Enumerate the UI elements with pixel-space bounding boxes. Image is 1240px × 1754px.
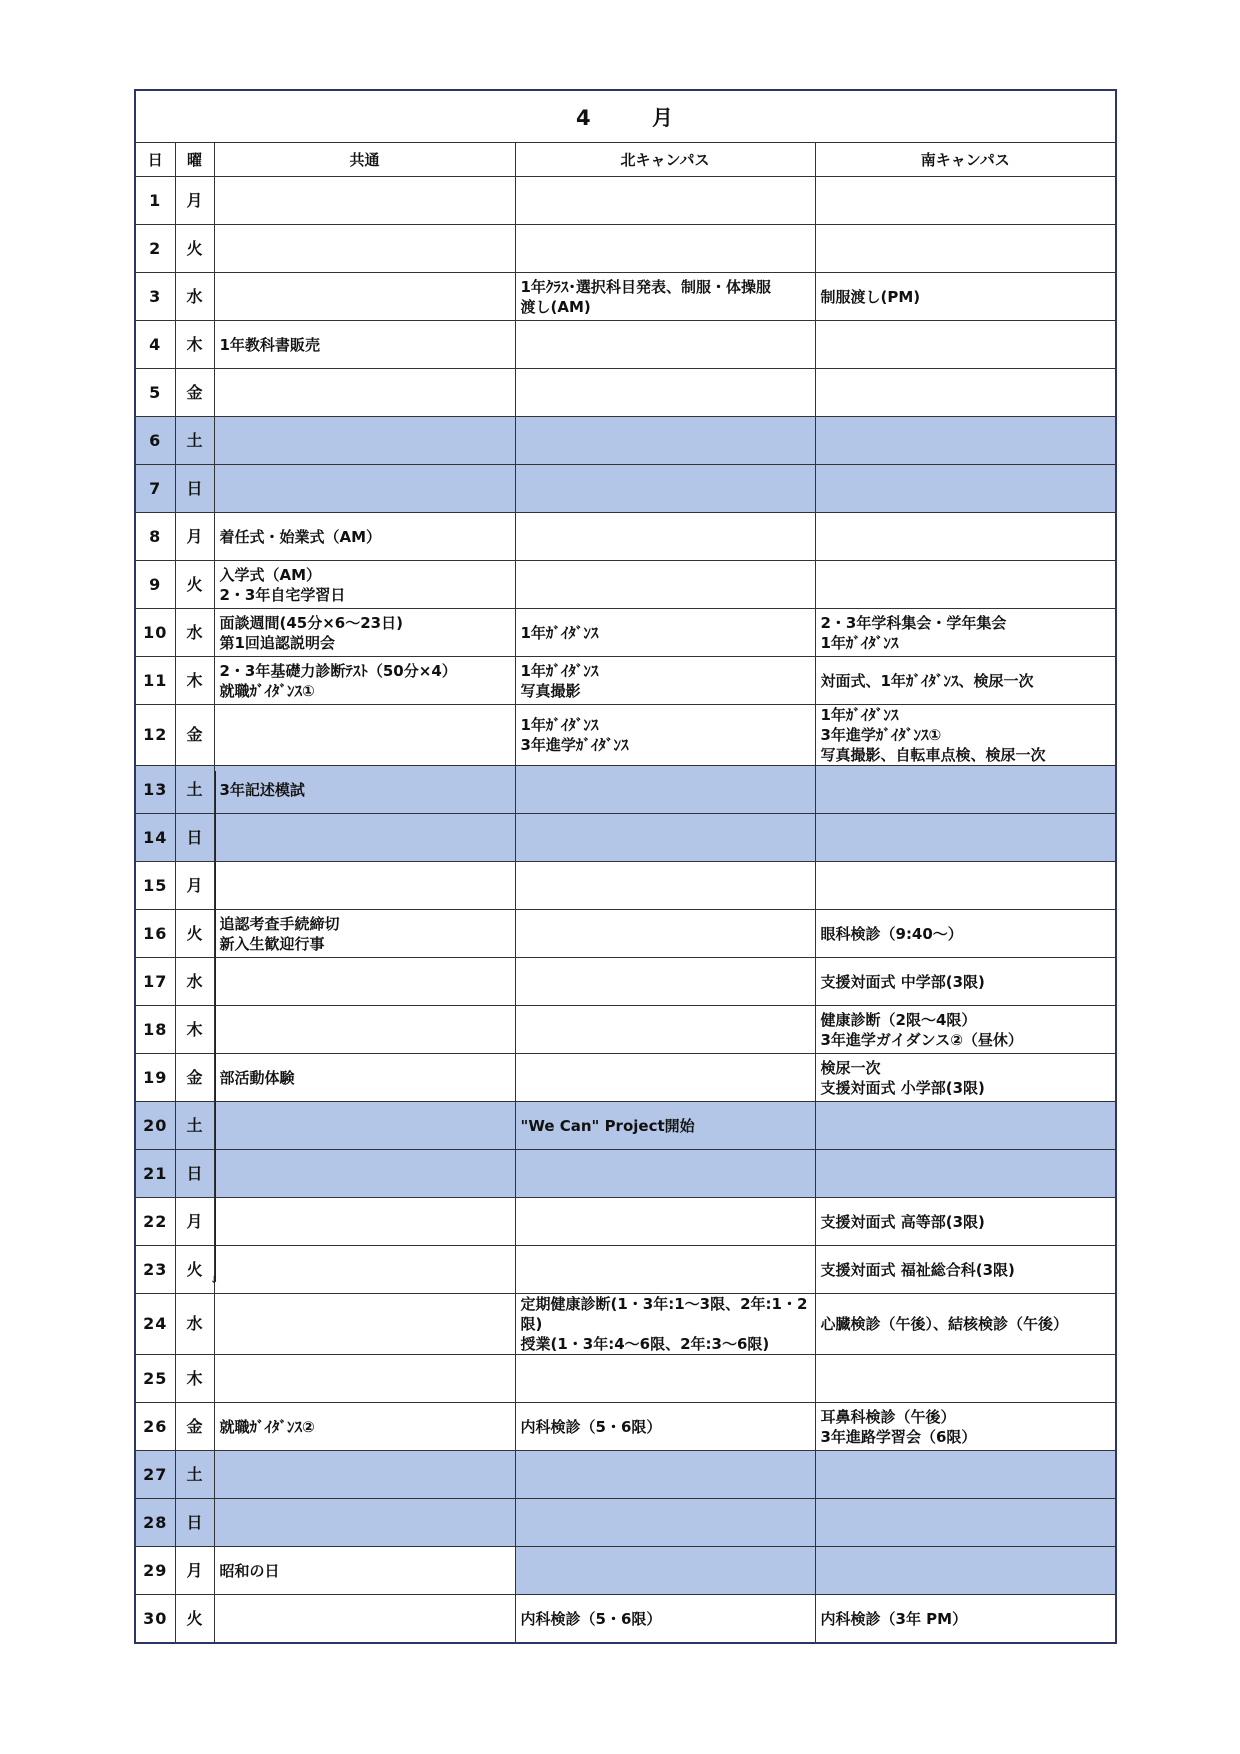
common-event (214, 814, 515, 862)
weekday-label: 日 (175, 814, 214, 862)
day-row (135, 705, 1116, 766)
weekday-label: 水 (175, 958, 214, 1006)
north-campus-event (515, 1198, 815, 1246)
north-campus-event (515, 766, 815, 814)
day-number: 15 (135, 862, 175, 910)
header-common: 共通 (214, 143, 515, 177)
south-campus-event (815, 1150, 1116, 1198)
common-event (214, 1355, 515, 1403)
south-campus-event (815, 1499, 1116, 1547)
day-number: 17 (135, 958, 175, 1006)
header-day: 日 (135, 143, 175, 177)
south-campus-event (815, 321, 1116, 369)
south-campus-event: 検尿一次 支援対面式 小学部(3限) (815, 1054, 1116, 1102)
south-campus-event (815, 814, 1116, 862)
day-number: 22 (135, 1198, 175, 1246)
month-title: 4 月 (135, 90, 1116, 143)
weekday-label: 日 (175, 1499, 214, 1547)
day-row (135, 862, 1116, 910)
day-number: 20 (135, 1102, 175, 1150)
weekday-label: 金 (175, 1403, 214, 1451)
south-campus-event: 対面式、1年ｶﾞｲﾀﾞﾝｽ、検尿一次 (815, 657, 1116, 705)
header-weekday: 曜 (175, 143, 214, 177)
south-campus-event: 耳鼻科検診（午後） 3年進路学習会（6限） (815, 1403, 1116, 1451)
north-campus-event (515, 1355, 815, 1403)
day-number: 4 (135, 321, 175, 369)
weekday-label: 日 (175, 465, 214, 513)
weekday-label: 月 (175, 862, 214, 910)
day-row (135, 1355, 1116, 1403)
weekday-label: 金 (175, 705, 214, 766)
south-campus-event: 2・3年学科集会・学年集会 1年ｶﾞｲﾀﾞﾝｽ (815, 609, 1116, 657)
south-campus-event (815, 513, 1116, 561)
common-event (214, 1150, 515, 1198)
weekday-label: 火 (175, 225, 214, 273)
day-number: 16 (135, 910, 175, 958)
title-row (135, 90, 1116, 143)
north-campus-event: 1年ｶﾞｲﾀﾞﾝｽ 3年進学ｶﾞｲﾀﾞﾝｽ (515, 705, 815, 766)
weekday-label: 火 (175, 561, 214, 609)
south-campus-event (815, 1451, 1116, 1499)
day-row (135, 609, 1116, 657)
weekday-label: 水 (175, 1294, 214, 1355)
south-campus-event (815, 465, 1116, 513)
south-campus-event: 支援対面式 高等部(3限) (815, 1198, 1116, 1246)
day-number: 8 (135, 513, 175, 561)
weekday-label: 月 (175, 1547, 214, 1595)
common-event: 着任式・始業式（AM） (214, 513, 515, 561)
day-number: 1 (135, 177, 175, 225)
north-campus-event (515, 513, 815, 561)
south-campus-event: 心臓検診（午後）、結核検診（午後） (815, 1294, 1116, 1355)
day-row (135, 177, 1116, 225)
day-row (135, 273, 1116, 321)
day-number: 5 (135, 369, 175, 417)
common-event (214, 1595, 515, 1644)
day-row (135, 1006, 1116, 1054)
common-event (214, 225, 515, 273)
south-campus-event: 健康診断（2限～4限） 3年進学ガイダンス②（昼休） (815, 1006, 1116, 1054)
north-campus-event: "We Can" Project開始 (515, 1102, 815, 1150)
south-campus-event (815, 1547, 1116, 1595)
day-row (135, 561, 1116, 609)
day-row (135, 513, 1116, 561)
day-row (135, 910, 1116, 958)
day-row (135, 321, 1116, 369)
common-event: 2・3年基礎力診断ﾃｽﾄ（50分×4） 就職ｶﾞｲﾀﾞﾝｽ① (214, 657, 515, 705)
day-number: 29 (135, 1547, 175, 1595)
north-campus-event (515, 1499, 815, 1547)
day-number: 19 (135, 1054, 175, 1102)
header-row (135, 143, 1116, 177)
day-row (135, 814, 1116, 862)
common-event (214, 1499, 515, 1547)
day-row (135, 1102, 1116, 1150)
day-row (135, 1595, 1116, 1644)
weekday-label: 木 (175, 321, 214, 369)
weekday-label: 月 (175, 1198, 214, 1246)
common-event: 面談週間(45分×6～23日) 第1回追認説明会 (214, 609, 515, 657)
day-number: 27 (135, 1451, 175, 1499)
weekday-label: 土 (175, 1102, 214, 1150)
south-campus-event (815, 225, 1116, 273)
weekday-label: 月 (175, 177, 214, 225)
day-number: 7 (135, 465, 175, 513)
north-campus-event (515, 1054, 815, 1102)
weekday-label: 木 (175, 1006, 214, 1054)
day-number: 11 (135, 657, 175, 705)
south-campus-event (815, 369, 1116, 417)
day-number: 24 (135, 1294, 175, 1355)
weekday-label: 木 (175, 1355, 214, 1403)
north-campus-event: 内科検診（5・6限） (515, 1595, 815, 1644)
south-campus-event (815, 1355, 1116, 1403)
day-number: 21 (135, 1150, 175, 1198)
north-campus-event (515, 417, 815, 465)
common-event (214, 369, 515, 417)
common-event: 昭和の日 (214, 1547, 515, 1595)
day-number: 13 (135, 766, 175, 814)
weekday-label: 火 (175, 1595, 214, 1644)
north-campus-event: 1年ｸﾗｽ･選択科目発表、制服・体操服 渡し(AM) (515, 273, 815, 321)
north-campus-event (515, 225, 815, 273)
weekday-label: 月 (175, 513, 214, 561)
north-campus-event (515, 1006, 815, 1054)
day-row (135, 1403, 1116, 1451)
day-row (135, 1054, 1116, 1102)
day-number: 28 (135, 1499, 175, 1547)
north-campus-event (515, 369, 815, 417)
weekday-label: 金 (175, 369, 214, 417)
south-campus-event: 支援対面式 中学部(3限) (815, 958, 1116, 1006)
common-event: 部活動体験 (214, 1054, 515, 1102)
north-campus-event: 1年ｶﾞｲﾀﾞﾝｽ 写真撮影 (515, 657, 815, 705)
south-campus-event: 1年ｶﾞｲﾀﾞﾝｽ 3年進学ｶﾞｲﾀﾞﾝｽ① 写真撮影、自転車点検、検尿一次 (815, 705, 1116, 766)
north-campus-event (515, 910, 815, 958)
north-campus-event: 1年ｶﾞｲﾀﾞﾝｽ (515, 609, 815, 657)
common-event (214, 1198, 515, 1246)
common-event (214, 1102, 515, 1150)
common-event (214, 705, 515, 766)
north-campus-event (515, 465, 815, 513)
common-event (214, 1294, 515, 1355)
day-number: 23 (135, 1246, 175, 1294)
north-campus-event: 定期健康診断(1・3年:1～3限、2年:1・2限) 授業(1・3年:4～6限、2年:3～6限) (515, 1294, 815, 1355)
weekday-label: 水 (175, 609, 214, 657)
weekday-label: 火 (175, 910, 214, 958)
north-campus-event (515, 321, 815, 369)
day-number: 18 (135, 1006, 175, 1054)
north-campus-event (515, 1150, 815, 1198)
north-campus-event (515, 1246, 815, 1294)
south-campus-event (815, 1102, 1116, 1150)
weekday-label: 火 (175, 1246, 214, 1294)
continuation-arrow-icon: ↓ (210, 1275, 219, 1286)
north-campus-event (515, 814, 815, 862)
day-row (135, 465, 1116, 513)
day-row (135, 1246, 1116, 1294)
common-event (214, 1451, 515, 1499)
weekday-label: 土 (175, 1451, 214, 1499)
common-event (214, 417, 515, 465)
common-event: 3年記述模試 (214, 766, 515, 814)
common-event: 入学式（AM） 2・3年自宅学習日 (214, 561, 515, 609)
south-campus-event: 眼科検診（9:40～） (815, 910, 1116, 958)
common-event (214, 1246, 515, 1294)
common-event: 追認考査手続締切 新入生歓迎行事 (214, 910, 515, 958)
south-campus-event (815, 417, 1116, 465)
common-event (214, 177, 515, 225)
day-row (135, 1150, 1116, 1198)
weekday-label: 金 (175, 1054, 214, 1102)
day-row (135, 417, 1116, 465)
day-number: 9 (135, 561, 175, 609)
day-row (135, 958, 1116, 1006)
day-row (135, 1499, 1116, 1547)
north-campus-event (515, 177, 815, 225)
day-row (135, 369, 1116, 417)
common-event (214, 1006, 515, 1054)
april-calendar-table (134, 89, 1117, 1644)
day-row (135, 1294, 1116, 1355)
weekday-label: 木 (175, 657, 214, 705)
day-number: 14 (135, 814, 175, 862)
north-campus-event (515, 561, 815, 609)
south-campus-event (815, 561, 1116, 609)
day-number: 2 (135, 225, 175, 273)
weekday-label: 日 (175, 1150, 214, 1198)
day-number: 12 (135, 705, 175, 766)
common-event (214, 273, 515, 321)
day-row (135, 766, 1116, 814)
day-row (135, 225, 1116, 273)
day-row (135, 1198, 1116, 1246)
weekday-label: 土 (175, 417, 214, 465)
day-row (135, 1547, 1116, 1595)
day-row (135, 1451, 1116, 1499)
south-campus-event (815, 177, 1116, 225)
day-number: 26 (135, 1403, 175, 1451)
north-campus-event (515, 958, 815, 1006)
day-row (135, 657, 1116, 705)
header-north-campus: 北キャンパス (515, 143, 815, 177)
north-campus-event (515, 1451, 815, 1499)
common-event (214, 862, 515, 910)
common-event (214, 465, 515, 513)
common-event: 1年教科書販売 (214, 321, 515, 369)
common-event (214, 958, 515, 1006)
day-number: 6 (135, 417, 175, 465)
day-rows (135, 177, 1116, 1644)
south-campus-event: 制服渡し(PM) (815, 273, 1116, 321)
header-south-campus: 南キャンパス (815, 143, 1116, 177)
day-number: 30 (135, 1595, 175, 1644)
weekday-label: 水 (175, 273, 214, 321)
north-campus-event (515, 1547, 815, 1595)
weekday-label: 土 (175, 766, 214, 814)
day-number: 3 (135, 273, 175, 321)
day-number: 25 (135, 1355, 175, 1403)
north-campus-event (515, 862, 815, 910)
day-number: 10 (135, 609, 175, 657)
south-campus-event: 内科検診（3年 PM） (815, 1595, 1116, 1644)
south-campus-event (815, 766, 1116, 814)
continuation-line (215, 771, 216, 1281)
south-campus-event: 支援対面式 福祉総合科(3限) (815, 1246, 1116, 1294)
south-campus-event (815, 862, 1116, 910)
north-campus-event: 内科検診（5・6限） (515, 1403, 815, 1451)
common-event: 就職ｶﾞｲﾀﾞﾝｽ② (214, 1403, 515, 1451)
